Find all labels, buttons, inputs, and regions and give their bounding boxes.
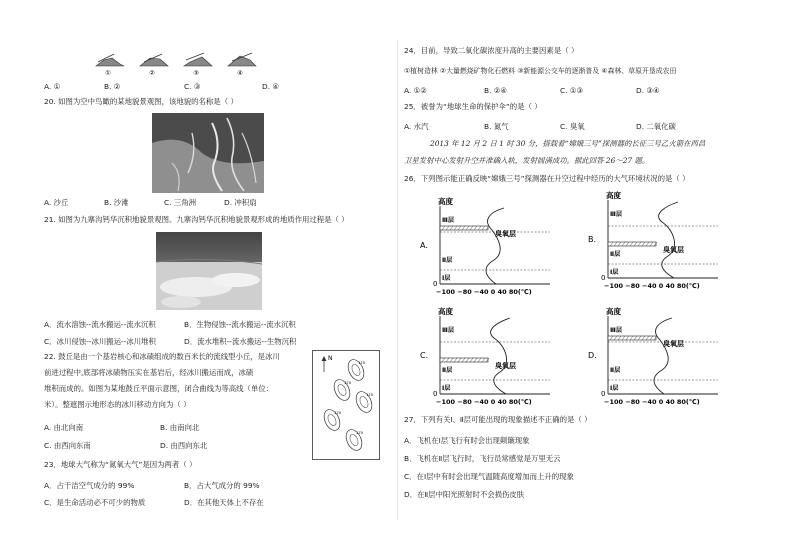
origin-label: 0 [433, 390, 438, 398]
q19-panel-label-1: ① [105, 69, 111, 76]
contour-label: 170 [344, 380, 352, 385]
q25-option-b: B. 氮气 [484, 122, 509, 131]
q22-drumlin-map [312, 350, 380, 460]
diagram-letter: B. [588, 235, 597, 244]
q19-panel-label-4: ④ [237, 69, 243, 76]
atmosphere-diagram-b [588, 190, 738, 294]
q22-option-b: B. 由南向北 [160, 423, 200, 432]
q24-items: ①植树造林 ②大量燃烧矿物化石燃料 ③新能源公交车的逐渐普及 ④森林、草原开垦成农田 [404, 67, 677, 75]
q21-stem: 21. 如图为九寨沟钙华沉积地貌景观图。九寨沟钙华沉积地貌景观形成的地质作用过程是（ ） [44, 215, 349, 224]
intro-line-1: 2013 年 12 月 2 日 1 时 30 分，搭载着“嫦娥三号”探测器的长征三号乙火箭在西昌 [430, 139, 706, 148]
q24-option-a: A. ①② [404, 86, 427, 95]
q19-panel-1 [96, 54, 124, 66]
q19-panel-2 [140, 54, 168, 66]
q27-option-a: A．飞机在Ⅰ层飞行有时会出现颠簸现象 [404, 436, 530, 445]
x-axis-ticks: −100 −80 −40 0 40 80(℃) [604, 398, 700, 406]
q25-stem: 25．被誉为“地球生命的保护伞”的是（ ） [404, 102, 542, 111]
origin-label: 0 [601, 274, 606, 282]
x-axis-ticks: −100 −80 −40 0 40 80(℃) [604, 282, 700, 290]
q23-stem: 23．地球大气称为“氮氧大气”是因为两者（ ） [44, 460, 197, 469]
y-axis-label: 高度 [606, 307, 621, 316]
q25-option-a: A. 水汽 [404, 122, 429, 131]
q21-option-c: C．冰川侵蚀--冰川搬运--冰川堆积 [44, 337, 156, 346]
layer-2-label: Ⅱ层 [610, 367, 621, 374]
q22-stem-line-1: 22. 鼓丘是由一个基岩核心和冰碛组成的数百米长的流线型小丘，是冰川 [44, 352, 280, 361]
q23-option-b: B．占大气成分的 99% [184, 481, 260, 490]
q22-stem-line-4: 米）。整遮图示地形态的冰川移动方向为（ ） [44, 400, 191, 409]
q21-travertine-photo [156, 232, 262, 310]
q20-option-d: D. 冲积扇 [224, 198, 257, 207]
layer-3-label: Ⅲ层 [442, 327, 455, 334]
layer-3-label: Ⅲ层 [610, 327, 623, 334]
q20-delta-photo [152, 113, 264, 193]
y-axis-label: 高度 [606, 191, 621, 200]
layer-1-label: Ⅰ层 [442, 275, 451, 282]
q22-stem-line-3: 堆积而成的。如图为某地鼓丘平面示意图，闭合曲线为等高线（单位： [44, 384, 274, 393]
x-axis-ticks: −100 −80 −40 0 40 80(℃) [436, 288, 532, 296]
layer-1-label: Ⅰ层 [610, 269, 619, 276]
q19-terrain-panels [94, 50, 264, 76]
contour-label: 170 [334, 410, 342, 415]
q27-option-b: B．飞机在Ⅱ层飞行时，飞行员常感觉是万里无云 [404, 454, 561, 463]
layer-2-label: Ⅱ层 [442, 367, 453, 374]
ozone-label: 臭氧层 [495, 230, 516, 238]
q23-option-c: C．是生命活动必不可少的物质 [44, 498, 146, 507]
q22-stem-line-2: 前进过程中,底部将冰碛物压实在基岩后，经冰川搬运而成，冰碛 [44, 368, 254, 377]
y-axis-label: 高度 [438, 197, 453, 206]
q19-option-c: C. ③ [184, 82, 201, 91]
diagram-letter: D. [588, 351, 597, 360]
layer-1-label: Ⅰ层 [442, 385, 451, 392]
atmosphere-diagram-d [588, 306, 738, 410]
q27-option-d: D．在Ⅱ层中阳光照射时不会损伤皮肤 [404, 490, 525, 499]
q27-option-c: C．在Ⅰ层中有时会出现气温随高度增加而上升的现象 [404, 472, 574, 481]
ozone-label: 臭氧层 [663, 246, 684, 254]
ozone-label: 臭氧层 [663, 340, 684, 348]
q19-option-d: D. ④ [262, 82, 280, 91]
layer-2-label: Ⅱ层 [610, 251, 621, 258]
contour-label: 170 [358, 360, 366, 365]
q23-option-a: A．占干洁空气成分的 99% [44, 481, 135, 490]
layer-1-label: Ⅰ层 [610, 385, 619, 392]
q19-option-a: A. ① [44, 82, 61, 91]
layer-3-label: Ⅲ层 [610, 211, 623, 218]
q21-option-b: B．生物侵蚀--流水搬运--流水沉积 [184, 320, 296, 329]
q19-panel-3 [184, 53, 212, 66]
intro-line-2: 卫星发射中心发射升空并准确入轨，发射圆满成功。据此回答 26～27 题。 [404, 156, 650, 165]
layer-3-label: Ⅲ层 [442, 217, 455, 224]
origin-label: 0 [601, 390, 606, 398]
q25-option-d: D. 二氧化碳 [636, 122, 676, 131]
q22-option-a: A. 由北向南 [44, 423, 84, 432]
column-divider [397, 40, 398, 520]
q20-option-a: A. 沙丘 [44, 198, 69, 207]
atmosphere-diagram-a [420, 196, 570, 300]
q22-option-c: C. 由西向东南 [44, 441, 91, 450]
q24-stem: 24．目前，导致二氧化碳浓度升高的主要因素是（ ） [404, 46, 579, 55]
q20-option-c: C. 三角洲 [164, 198, 197, 207]
q24-option-b: B. ②④ [484, 86, 508, 95]
contour-label: 170 [356, 430, 364, 435]
q27-stem: 27．下列有关Ⅰ、Ⅱ层可能出现的现象描述不正确的是（ ） [404, 415, 592, 424]
q19-panel-label-2: ② [149, 69, 155, 76]
layer-2-label: Ⅱ层 [442, 257, 453, 264]
atmosphere-diagram-c [420, 306, 570, 410]
diagram-letter: A. [420, 241, 428, 250]
y-axis-label: 高度 [438, 307, 453, 316]
q23-option-d: D．在其他天体上不存在 [184, 498, 264, 507]
north-label: N [328, 355, 333, 362]
x-axis-ticks: −100 −80 −40 0 40 80(℃) [436, 398, 532, 406]
origin-label: 0 [433, 280, 438, 288]
q20-option-b: B. 沙滩 [104, 198, 129, 207]
q20-stem: 20. 如图为空中鸟瞰的某地貌景观图，该地貌的名称是（ ） [44, 97, 238, 106]
q24-option-c: C. ①③ [560, 86, 584, 95]
q26-stem: 26．下列图示能正确反映“嫦娥三号”探测器在升空过程中经历的大气环境状况的是（ ） [404, 174, 690, 183]
q19-panel-4 [228, 53, 256, 66]
contour-label: 170 [366, 392, 374, 397]
q25-option-c: C. 臭氧 [560, 122, 585, 131]
q19-option-b: B. ② [104, 82, 121, 91]
diagram-letter: C. [420, 351, 429, 360]
q21-option-a: A．流水溶蚀--流水搬运--流水沉积 [44, 320, 156, 329]
ozone-label: 臭氧层 [495, 362, 516, 370]
q22-option-d: D. 由西向东北 [160, 441, 208, 450]
q24-option-d: D. ③④ [636, 86, 660, 95]
q21-option-d: D．流水堆积--流水搬运--生物沉积 [184, 337, 297, 346]
q19-panel-label-3: ③ [193, 69, 199, 76]
